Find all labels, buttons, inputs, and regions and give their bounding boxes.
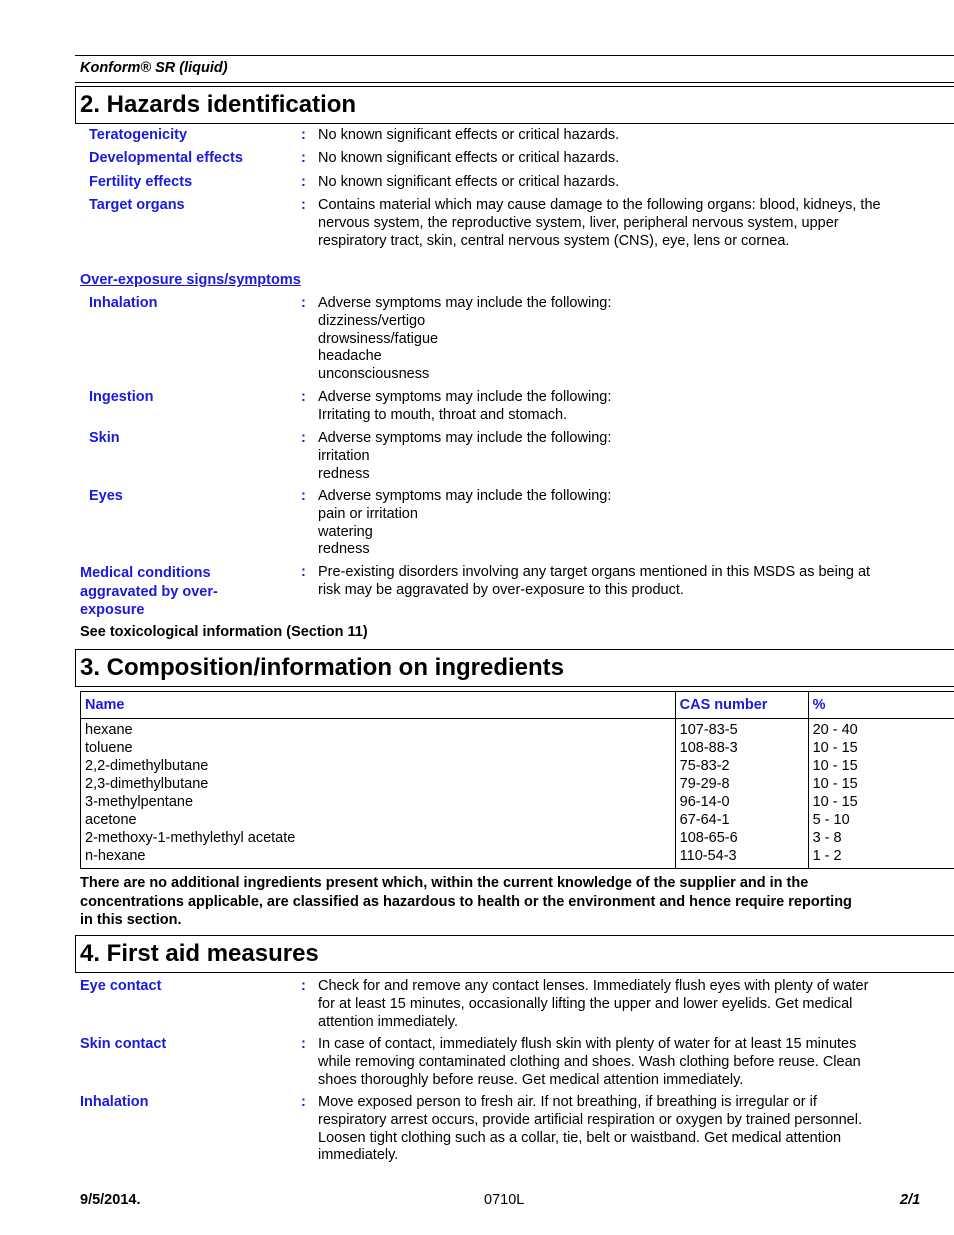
- colon: :: [301, 488, 306, 504]
- value-line: Loosen tight clothing such as a collar, tie, belt or waistband. Get medical attention: [318, 1129, 842, 1146]
- value-line: immediately.: [318, 1147, 399, 1164]
- value-line: for at least 15 minutes, occasionally lifting the upper and lower eyelids. Get medical: [318, 995, 853, 1012]
- value-fertility-effects: [318, 174, 928, 192]
- value-line: Adverse symptoms may include the following:: [318, 430, 612, 446]
- ingredient-cas: 79-29-8: [675, 775, 808, 793]
- colon: :: [301, 127, 306, 143]
- label-inhalation-symptoms: Inhalation: [89, 295, 158, 311]
- label-skin-contact: Skin contact: [80, 1036, 167, 1052]
- value-line: redness: [318, 465, 370, 482]
- ingredient-percent: 1 - 2: [808, 847, 954, 869]
- section-3-title: 3. Composition/information on ingredients: [80, 654, 564, 681]
- table-row: [81, 829, 954, 847]
- footer-code: 0710L: [484, 1192, 525, 1208]
- value-eyes-symptoms: [318, 488, 928, 559]
- ingredient-percent: 20 - 40: [808, 719, 954, 740]
- ingredient-cas: 108-88-3: [675, 739, 808, 757]
- ingredient-name: hexane: [81, 719, 676, 740]
- product-header: [75, 55, 954, 83]
- note-line: in this section.: [80, 912, 182, 928]
- section-2-heading: [75, 86, 954, 124]
- value-line: irritation: [318, 447, 370, 464]
- ingredient-cas: 107-83-5: [675, 719, 808, 740]
- label-eye-contact: Eye contact: [80, 978, 162, 994]
- label-fertility-effects: Fertility effects: [89, 174, 193, 190]
- label-inhalation-first-aid: Inhalation: [80, 1094, 149, 1110]
- label-line: exposure: [80, 602, 145, 618]
- section-3-heading: [75, 649, 954, 687]
- value-skin-symptoms: [318, 430, 928, 483]
- section-4-heading: [75, 935, 954, 973]
- value-inhalation-first-aid: [318, 1094, 928, 1165]
- ingredient-cas: 110-54-3: [675, 847, 808, 869]
- colon: :: [301, 174, 306, 190]
- ingredient-percent: 5 - 10: [808, 811, 954, 829]
- note-line: There are no additional ingredients present which, within the current knowledge of the supplier and in the: [80, 875, 809, 891]
- ingredient-name: 3-methylpentane: [81, 793, 676, 811]
- value-line: Irritating to mouth, throat and stomach.: [318, 406, 568, 423]
- colon: :: [301, 389, 306, 405]
- value-line: pain or irritation: [318, 505, 418, 522]
- value-line: No known significant effects or critical hazards.: [318, 174, 620, 190]
- colon: :: [301, 430, 306, 446]
- value-line: respiratory arrest occurs, provide artificial respiration or oxygen by trained personnel.: [318, 1111, 862, 1128]
- value-line: dizziness/vertigo: [318, 312, 426, 329]
- ingredient-name: toluene: [81, 739, 676, 757]
- value-line: redness: [318, 541, 370, 558]
- ingredient-cas: 96-14-0: [675, 793, 808, 811]
- value-line: Contains material which may cause damage to the following organs: blood, kidneys, the: [318, 197, 881, 213]
- value-line: Adverse symptoms may include the following:: [318, 389, 612, 405]
- ingredient-cas: 75-83-2: [675, 757, 808, 775]
- value-line: headache: [318, 348, 382, 365]
- value-line: In case of contact, immediately flush skin with plenty of water for at least 15 minutes: [318, 1036, 857, 1052]
- ingredient-name: n-hexane: [81, 847, 676, 869]
- colon: :: [301, 1036, 306, 1052]
- ingredient-cas: 108-65-6: [675, 829, 808, 847]
- value-line: drowsiness/fatigue: [318, 330, 439, 347]
- ingredient-name: acetone: [81, 811, 676, 829]
- footer-date: 9/5/2014.: [80, 1192, 141, 1208]
- value-line: Check for and remove any contact lenses. Immediately flush eyes with plenty of water: [318, 978, 869, 994]
- product-name: Konform® SR (liquid): [80, 60, 228, 76]
- value-skin-contact: [318, 1036, 928, 1089]
- note-line: concentrations applicable, are classified as hazardous to health or the environment and hence require reporting: [80, 893, 852, 910]
- colon: :: [301, 564, 306, 580]
- value-line: No known significant effects or critical hazards.: [318, 127, 620, 143]
- label-developmental-effects: Developmental effects: [89, 150, 243, 166]
- label-target-organs: Target organs: [89, 197, 185, 213]
- colon: :: [301, 978, 306, 994]
- section-4-title: 4. First aid measures: [80, 940, 319, 967]
- label-eyes-symptoms: Eyes: [89, 488, 123, 504]
- value-developmental-effects: [318, 150, 928, 168]
- table-row: [81, 811, 954, 829]
- label-skin-symptoms: Skin: [89, 430, 120, 446]
- table-row: [81, 739, 954, 757]
- value-line: attention immediately.: [318, 1013, 458, 1030]
- table-header-row: [81, 692, 954, 719]
- value-line: respiratory tract, skin, central nervous system (CNS), eye, lens or cornea.: [318, 232, 790, 249]
- label-ingestion-symptoms: Ingestion: [89, 389, 154, 405]
- table-row: [81, 757, 954, 775]
- column-header-cas: CAS number: [675, 692, 808, 719]
- table-row: [81, 847, 954, 869]
- label-line: aggravated by over-: [80, 583, 218, 600]
- value-medical-conditions: [318, 564, 928, 600]
- value-line: Adverse symptoms may include the following:: [318, 295, 612, 311]
- ingredient-name: 2,3-dimethylbutane: [81, 775, 676, 793]
- value-line: Adverse symptoms may include the following:: [318, 488, 612, 504]
- table-row: [81, 719, 954, 740]
- value-line: watering: [318, 523, 373, 540]
- label-teratogenicity: Teratogenicity: [89, 127, 188, 143]
- value-line: nervous system, the reproductive system, liver, peripheral nervous system, upper: [318, 214, 839, 231]
- overexposure-link[interactable]: Over-exposure signs/symptoms: [80, 272, 301, 288]
- value-target-organs: [318, 197, 928, 250]
- composition-table: [80, 691, 954, 869]
- ingredient-percent: 10 - 15: [808, 793, 954, 811]
- ingredient-percent: 10 - 15: [808, 775, 954, 793]
- ingredient-percent: 10 - 15: [808, 739, 954, 757]
- table-row: [81, 775, 954, 793]
- value-line: Pre-existing disorders involving any target organs mentioned in this MSDS as being at: [318, 564, 871, 580]
- column-header-percent: %: [808, 692, 954, 719]
- column-header-name: Name: [81, 692, 676, 719]
- colon: :: [301, 150, 306, 166]
- see-toxicological-note: See toxicological information (Section 11): [80, 624, 368, 640]
- composition-note: [80, 874, 852, 930]
- value-line: unconsciousness: [318, 366, 430, 383]
- table-row: [81, 793, 954, 811]
- value-line: Move exposed person to fresh air. If not breathing, if breathing is irregular or if: [318, 1094, 817, 1110]
- ingredient-name: 2-methoxy-1-methylethyl acetate: [81, 829, 676, 847]
- value-line: shoes thoroughly before reuse. Get medical attention immediately.: [318, 1071, 744, 1088]
- colon: :: [301, 295, 306, 311]
- value-eye-contact: [318, 978, 928, 1031]
- section-2-title: 2. Hazards identification: [80, 91, 357, 118]
- label-medical-conditions: [80, 564, 218, 620]
- value-inhalation-symptoms: [318, 295, 928, 384]
- footer-page-number: 2/1: [900, 1192, 921, 1208]
- ingredient-name: 2,2-dimethylbutane: [81, 757, 676, 775]
- ingredient-percent: 10 - 15: [808, 757, 954, 775]
- value-line: while removing contaminated clothing and shoes. Wash clothing before reuse. Clean: [318, 1053, 861, 1070]
- value-line: No known significant effects or critical hazards.: [318, 150, 620, 166]
- ingredient-cas: 67-64-1: [675, 811, 808, 829]
- colon: :: [301, 1094, 306, 1110]
- value-teratogenicity: [318, 127, 928, 145]
- ingredient-percent: 3 - 8: [808, 829, 954, 847]
- label-line: Medical conditions: [80, 565, 211, 581]
- colon: :: [301, 197, 306, 213]
- value-ingestion-symptoms: [318, 389, 928, 425]
- value-line: risk may be aggravated by over-exposure to this product.: [318, 581, 684, 598]
